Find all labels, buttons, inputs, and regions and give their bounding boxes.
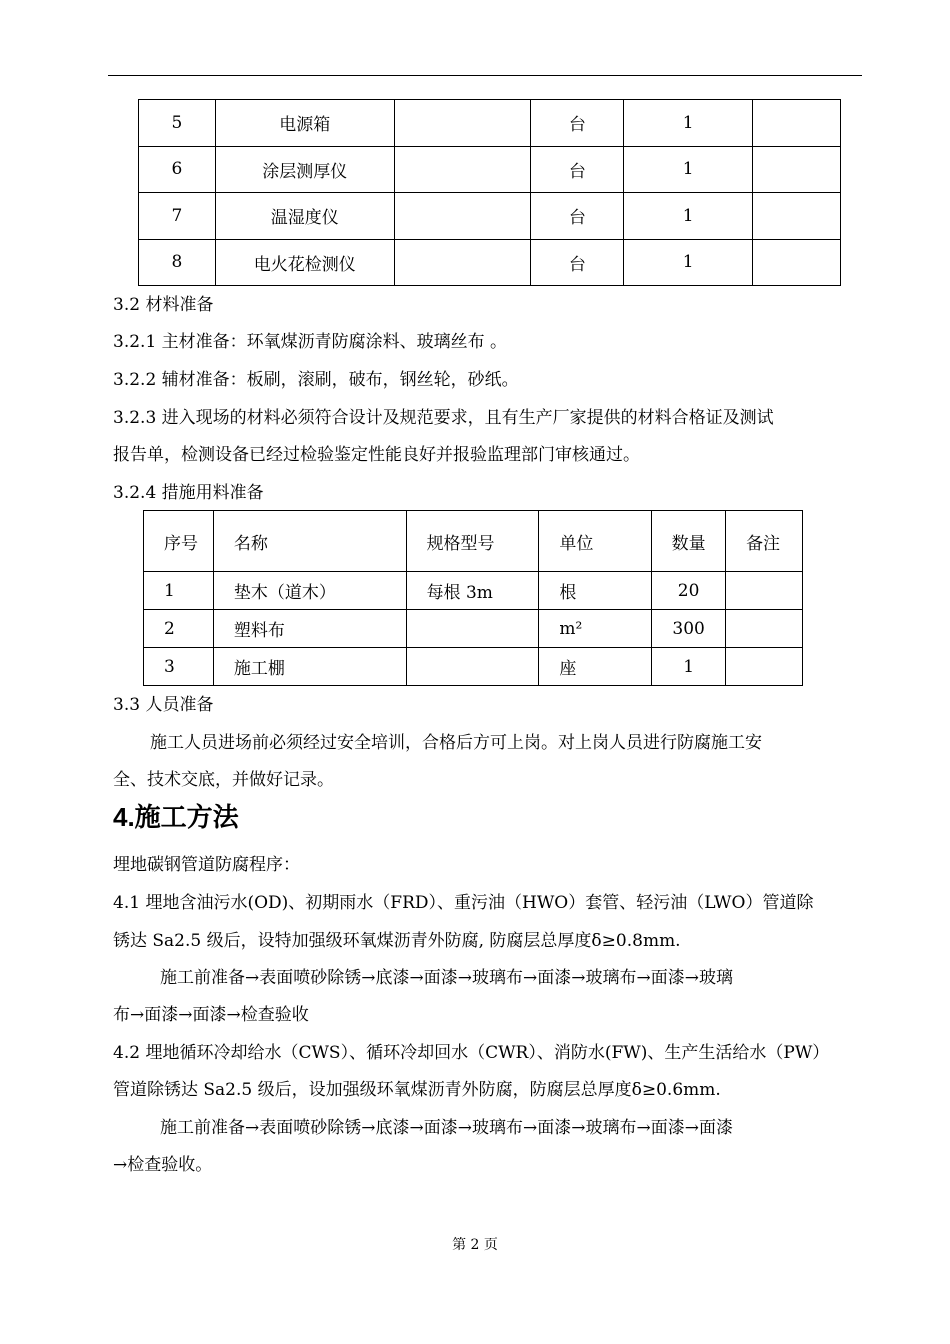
personnel-line-1: 施工人员进场前必须经过安全培训，合格后方可上岗。对上岗人员进行防腐施工安 xyxy=(150,733,762,753)
equipment-table xyxy=(138,99,841,286)
cell-no: 1 xyxy=(144,572,214,610)
section-4-heading: 4.施工方法 xyxy=(113,802,239,832)
cell-qty: 1 xyxy=(624,239,753,286)
section-4-2-line-1: 4.2 埋地循环冷却给水（CWS）、循环冷却回水（CWR）、消防水(FW)、生产生活给水（PW） xyxy=(113,1043,830,1063)
cell-unit: 座 xyxy=(539,648,652,686)
section-4-1-flow-2: 布→面漆→面漆→检查验收 xyxy=(113,1005,309,1025)
cell-spec xyxy=(406,648,539,686)
cell-qty: 1 xyxy=(624,193,753,240)
table-row xyxy=(144,610,803,648)
table-row xyxy=(144,572,803,610)
cell-name: 电源箱 xyxy=(215,100,394,147)
header-unit: 单位 xyxy=(539,511,652,572)
cell-name: 垫木（道木） xyxy=(213,572,406,610)
measure-materials-table xyxy=(143,510,803,686)
cell-note xyxy=(753,100,841,147)
main-material-line: 3.2.1 主材准备：环氧煤沥青防腐涂料、玻璃丝布 。 xyxy=(113,332,508,352)
procedure-intro: 埋地碳钢管道防腐程序： xyxy=(113,855,300,875)
cell-note xyxy=(753,193,841,240)
table-row xyxy=(139,146,841,193)
section-4-1-flow-1: 施工前准备→表面喷砂除锈→底漆→面漆→玻璃布→面漆→玻璃布→面漆→玻璃 xyxy=(160,968,733,988)
material-requirement-line-1: 3.2.3 进入现场的材料必须符合设计及规范要求，且有生产厂家提供的材料合格证及测试 xyxy=(113,408,774,428)
cell-note xyxy=(726,610,803,648)
cell-unit: 台 xyxy=(531,100,624,147)
cell-unit: 台 xyxy=(531,239,624,286)
cell-note xyxy=(753,146,841,193)
table-row xyxy=(139,239,841,286)
cell-no: 5 xyxy=(139,100,216,147)
cell-qty: 1 xyxy=(624,146,753,193)
cell-no: 6 xyxy=(139,146,216,193)
cell-note xyxy=(726,572,803,610)
header-no: 序号 xyxy=(144,511,214,572)
measure-materials-title: 3.2.4 措施用料准备 xyxy=(113,483,264,503)
table-header-row xyxy=(144,511,803,572)
section-3-3-title: 3.3 人员准备 xyxy=(113,695,214,715)
header-qty: 数量 xyxy=(652,511,726,572)
section-4-2-flow-1: 施工前准备→表面喷砂除锈→底漆→面漆→玻璃布→面漆→玻璃布→面漆→面漆 xyxy=(160,1118,733,1138)
cell-no: 3 xyxy=(144,648,214,686)
cell-unit: 根 xyxy=(539,572,652,610)
cell-spec xyxy=(406,610,539,648)
cell-spec xyxy=(394,193,531,240)
section-3-2-title: 3.2 材料准备 xyxy=(113,295,214,315)
cell-no: 2 xyxy=(144,610,214,648)
aux-material-line: 3.2.2 辅材准备：板刷，滚刷，破布，钢丝轮，砂纸。 xyxy=(113,370,519,390)
cell-unit: 台 xyxy=(531,193,624,240)
section-4-1-line-2: 锈达 Sa2.5 级后，设特加强级环氧煤沥青外防腐, 防腐层总厚度δ≥0.8mm. xyxy=(113,931,681,951)
material-requirement-line-2: 报告单，检测设备已经过检验鉴定性能良好并报验监理部门审核通过。 xyxy=(113,445,640,465)
section-4-2-flow-2: →检查验收。 xyxy=(113,1155,213,1175)
table-row xyxy=(144,648,803,686)
section-4-2-line-2: 管道除锈达 Sa2.5 级后，设加强级环氧煤沥青外防腐，防腐层总厚度δ≥0.6mm. xyxy=(113,1080,721,1100)
cell-name: 涂层测厚仪 xyxy=(215,146,394,193)
section-4-1-line-1: 4.1 埋地含油污水(OD)、初期雨水（FRD）、重污油（HWO）套管、轻污油（LWO）管道除 xyxy=(113,893,814,913)
cell-qty: 20 xyxy=(652,572,726,610)
cell-note xyxy=(753,239,841,286)
cell-spec: 每根 3m xyxy=(406,572,539,610)
cell-spec xyxy=(394,146,531,193)
cell-spec xyxy=(394,239,531,286)
cell-name: 塑料布 xyxy=(213,610,406,648)
personnel-line-2: 全、技术交底，并做好记录。 xyxy=(113,770,334,790)
header-spec: 规格型号 xyxy=(406,511,539,572)
cell-qty: 1 xyxy=(624,100,753,147)
cell-no: 8 xyxy=(139,239,216,286)
header-rule xyxy=(108,75,862,76)
cell-no: 7 xyxy=(139,193,216,240)
header-name: 名称 xyxy=(213,511,406,572)
cell-note xyxy=(726,648,803,686)
table-row xyxy=(139,193,841,240)
cell-unit: m² xyxy=(539,610,652,648)
cell-spec xyxy=(394,100,531,147)
cell-unit: 台 xyxy=(531,146,624,193)
cell-name: 温湿度仪 xyxy=(215,193,394,240)
table-row xyxy=(139,100,841,147)
header-note: 备注 xyxy=(726,511,803,572)
cell-qty: 300 xyxy=(652,610,726,648)
cell-name: 电火花检测仪 xyxy=(215,239,394,286)
cell-qty: 1 xyxy=(652,648,726,686)
page-number: 第 2 页 xyxy=(452,1237,498,1253)
cell-name: 施工棚 xyxy=(213,648,406,686)
